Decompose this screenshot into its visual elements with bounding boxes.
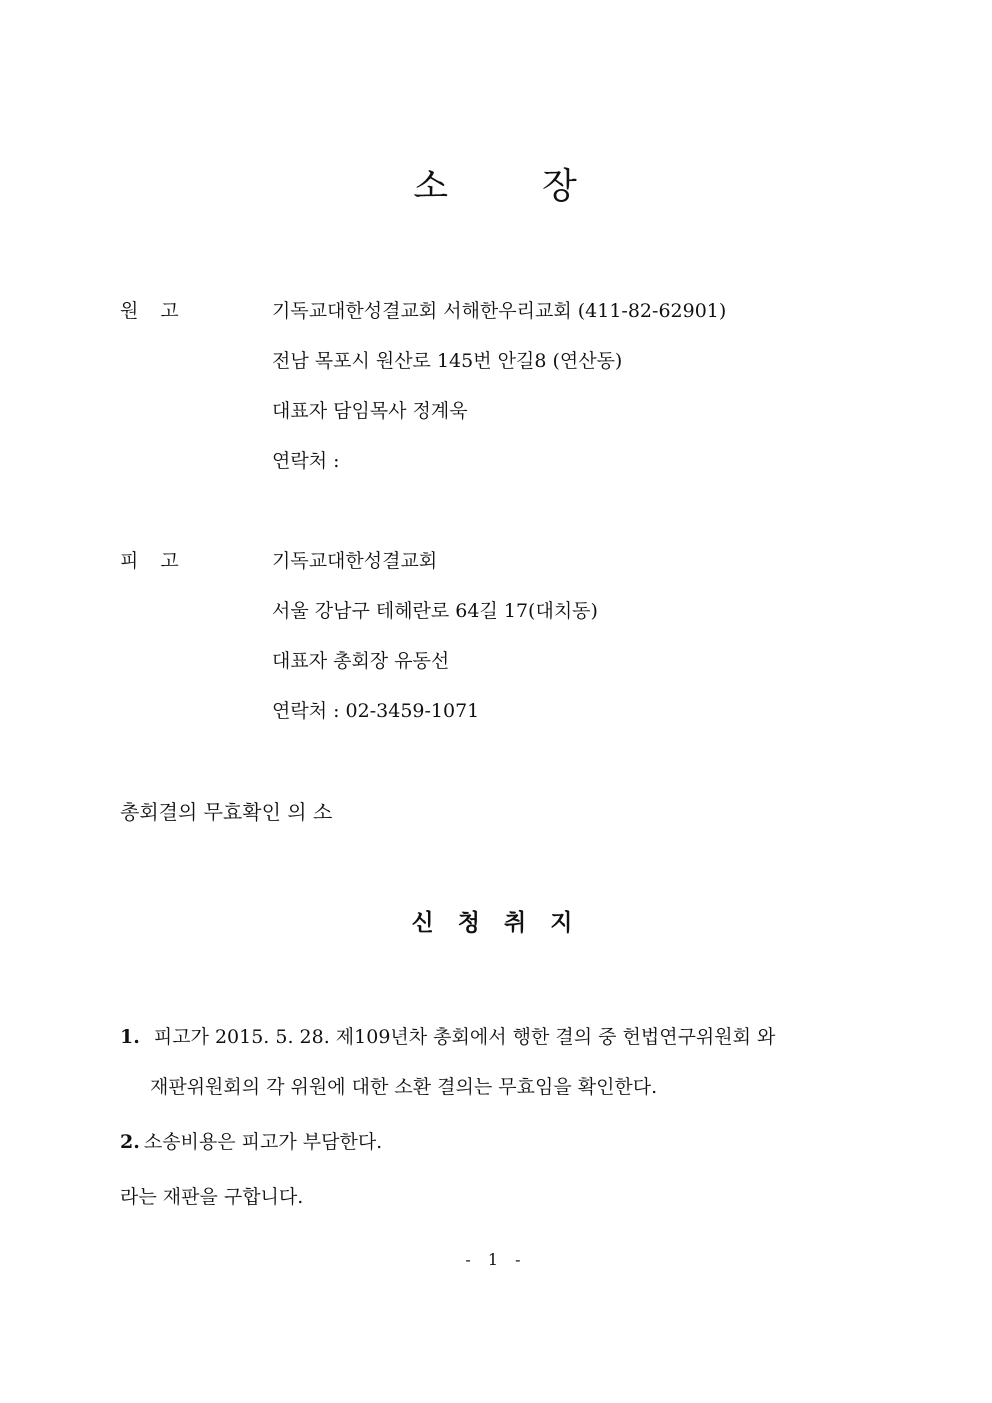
defendant-contact: 연락처 : 02-3459-1071: [272, 700, 480, 722]
claim-item-1: [120, 1022, 775, 1049]
title-char-1: 소: [413, 166, 450, 207]
defendant-label-char-1: 피: [120, 550, 139, 572]
claim-item-1-continuation: 재판위원회의 각 위원에 대한 소환 결의는 무효임을 확인한다.: [150, 1076, 658, 1098]
claim-item-1-text: 피고가 2015. 5. 28. 제109년차 총회에서 행한 결의 중 헌법연구위원회 와: [153, 1026, 776, 1048]
plaintiff-label: [120, 296, 179, 323]
claim-item-2-number: 2.: [120, 1131, 140, 1153]
defendant-label: [120, 546, 179, 573]
section-title-claims: 신 청 취 지: [411, 909, 581, 936]
plaintiff-contact: 연락처 :: [272, 450, 340, 472]
closing-statement: 라는 재판을 구합니다.: [120, 1186, 304, 1208]
page-number: - 1 -: [465, 1250, 527, 1269]
claim-item-1-number: 1.: [120, 1026, 140, 1048]
claim-item-2-text: 소송비용은 피고가 부담한다.: [143, 1131, 383, 1153]
defendant-name: 기독교대한성결교회: [272, 550, 438, 572]
plaintiff-representative: 대표자 담임목사 정계욱: [272, 400, 468, 422]
plaintiff-label-char-2: 고: [160, 300, 179, 322]
defendant-label-char-2: 고: [160, 550, 179, 572]
claim-item-2: [120, 1127, 382, 1154]
case-name: 총회결의 무효확인 의 소: [120, 800, 333, 824]
title-char-2: 장: [542, 166, 579, 207]
defendant-representative: 대표자 총회장 유동선: [272, 650, 450, 672]
defendant-address: 서울 강남구 테헤란로 64길 17(대치동): [272, 600, 598, 622]
document-title: [0, 158, 992, 209]
plaintiff-address: 전남 목포시 원산로 145번 안길8 (연산동): [272, 350, 623, 372]
plaintiff-label-char-1: 원: [120, 300, 139, 322]
plaintiff-name: 기독교대한성결교회 서해한우리교회 (411-82-62901): [272, 300, 727, 322]
